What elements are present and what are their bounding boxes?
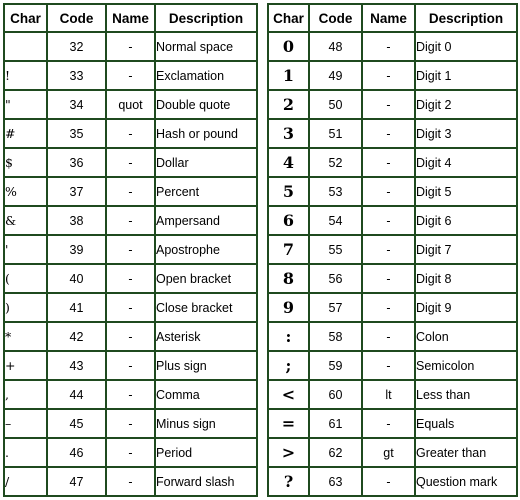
table-row: [4, 177, 257, 206]
cell-code: 62: [309, 438, 362, 467]
cell-description: Percent: [155, 177, 257, 206]
cell-description: Double quote: [155, 90, 257, 119]
cell-code: 32: [47, 32, 106, 61]
cell-name: -: [106, 438, 155, 467]
cell-code: 60: [309, 380, 362, 409]
table-row: [4, 235, 257, 264]
cell-code: 51: [309, 119, 362, 148]
table-row: [4, 293, 257, 322]
cell-code: 52: [309, 148, 362, 177]
cell-description: Ampersand: [155, 206, 257, 235]
table-row: [268, 438, 517, 467]
cell-char: ,: [4, 380, 47, 409]
cell-code: 55: [309, 235, 362, 264]
cell-description: Period: [155, 438, 257, 467]
cell-char: 3: [268, 119, 309, 148]
table-row: [268, 32, 517, 61]
cell-name: -: [362, 177, 415, 206]
cell-char: ): [4, 293, 47, 322]
table-row: [268, 148, 517, 177]
cell-name: -: [362, 409, 415, 438]
cell-name: -: [106, 293, 155, 322]
table-row: [268, 293, 517, 322]
cell-code: 33: [47, 61, 106, 90]
table-row: [4, 61, 257, 90]
cell-name: -: [106, 380, 155, 409]
cell-description: Plus sign: [155, 351, 257, 380]
header-name: Name: [106, 4, 155, 32]
cell-name: -: [106, 235, 155, 264]
table-header-row: [268, 4, 517, 32]
cell-description: Dollar: [155, 148, 257, 177]
table-row: [4, 322, 257, 351]
cell-description: Asterisk: [155, 322, 257, 351]
table-row: [4, 119, 257, 148]
cell-char: ": [4, 90, 47, 119]
cell-description: Comma: [155, 380, 257, 409]
header-char: Char: [4, 4, 47, 32]
table-row: [268, 119, 517, 148]
table-row: [4, 206, 257, 235]
cell-char: 7: [268, 235, 309, 264]
cell-name: -: [362, 61, 415, 90]
cell-description: Digit 9: [415, 293, 517, 322]
header-code: Code: [47, 4, 106, 32]
cell-code: 38: [47, 206, 106, 235]
cell-char: !: [4, 61, 47, 90]
cell-char: 5: [268, 177, 309, 206]
cell-name: -: [362, 119, 415, 148]
cell-char: [4, 32, 47, 61]
table-header-row: [4, 4, 257, 32]
cell-name: -: [106, 351, 155, 380]
table-row: [4, 438, 257, 467]
cell-description: Digit 4: [415, 148, 517, 177]
cell-name: -: [106, 119, 155, 148]
cell-description: Digit 6: [415, 206, 517, 235]
cell-name: -: [106, 409, 155, 438]
cell-name: -: [106, 322, 155, 351]
cell-name: quot: [106, 90, 155, 119]
cell-description: Digit 7: [415, 235, 517, 264]
cell-name: -: [106, 148, 155, 177]
table-row: [268, 380, 517, 409]
cell-code: 53: [309, 177, 362, 206]
cell-char: 4: [268, 148, 309, 177]
table-row: [4, 351, 257, 380]
cell-description: Forward slash: [155, 467, 257, 496]
cell-name: -: [362, 293, 415, 322]
cell-char: 6: [268, 206, 309, 235]
cell-char: $: [4, 148, 47, 177]
cell-description: Hash or pound: [155, 119, 257, 148]
cell-code: 41: [47, 293, 106, 322]
cell-name: -: [106, 32, 155, 61]
table-row: [268, 351, 517, 380]
cell-char: %: [4, 177, 47, 206]
cell-code: 49: [309, 61, 362, 90]
cell-name: -: [362, 235, 415, 264]
cell-name: -: [106, 206, 155, 235]
header-code: Code: [309, 4, 362, 32]
cell-code: 36: [47, 148, 106, 177]
cell-description: Digit 8: [415, 264, 517, 293]
cell-description: Apostrophe: [155, 235, 257, 264]
cell-description: Digit 2: [415, 90, 517, 119]
cell-code: 43: [47, 351, 106, 380]
cell-code: 56: [309, 264, 362, 293]
header-description: Description: [415, 4, 517, 32]
cell-name: -: [362, 206, 415, 235]
cell-name: -: [106, 177, 155, 206]
table-row: [4, 32, 257, 61]
cell-char: :: [268, 322, 309, 351]
header-char: Char: [268, 4, 309, 32]
cell-description: Semicolon: [415, 351, 517, 380]
cell-name: gt: [362, 438, 415, 467]
cell-code: 50: [309, 90, 362, 119]
table-row: [268, 322, 517, 351]
cell-char: .: [4, 438, 47, 467]
table-row: [268, 206, 517, 235]
table-row: [268, 467, 517, 496]
char-table-left: [3, 3, 258, 497]
cell-char: 0: [268, 32, 309, 61]
cell-name: -: [362, 467, 415, 496]
table-row: [4, 90, 257, 119]
cell-name: -: [362, 264, 415, 293]
cell-code: 47: [47, 467, 106, 496]
cell-char: ': [4, 235, 47, 264]
cell-code: 35: [47, 119, 106, 148]
header-name: Name: [362, 4, 415, 32]
cell-description: Greater than: [415, 438, 517, 467]
cell-description: Question mark: [415, 467, 517, 496]
cell-char: #: [4, 119, 47, 148]
cell-name: -: [362, 351, 415, 380]
cell-code: 58: [309, 322, 362, 351]
cell-name: lt: [362, 380, 415, 409]
cell-description: Colon: [415, 322, 517, 351]
cell-char: <: [268, 380, 309, 409]
cell-description: Normal space: [155, 32, 257, 61]
cell-description: Equals: [415, 409, 517, 438]
cell-name: -: [362, 322, 415, 351]
table-row: [4, 148, 257, 177]
cell-code: 59: [309, 351, 362, 380]
cell-name: -: [106, 467, 155, 496]
cell-description: Digit 1: [415, 61, 517, 90]
char-table-right: [267, 3, 518, 497]
cell-description: Less than: [415, 380, 517, 409]
cell-code: 61: [309, 409, 362, 438]
cell-code: 39: [47, 235, 106, 264]
cell-char: >: [268, 438, 309, 467]
cell-char: &: [4, 206, 47, 235]
cell-code: 34: [47, 90, 106, 119]
cell-code: 42: [47, 322, 106, 351]
table-row: [268, 235, 517, 264]
header-description: Description: [155, 4, 257, 32]
table-row: [4, 467, 257, 496]
cell-char: +: [4, 351, 47, 380]
table-row: [268, 90, 517, 119]
cell-code: 57: [309, 293, 362, 322]
cell-description: Digit 0: [415, 32, 517, 61]
cell-code: 63: [309, 467, 362, 496]
table-row: [4, 380, 257, 409]
cell-char: ?: [268, 467, 309, 496]
cell-char: /: [4, 467, 47, 496]
cell-code: 54: [309, 206, 362, 235]
cell-char: –: [4, 409, 47, 438]
table-row: [4, 409, 257, 438]
cell-name: -: [106, 264, 155, 293]
cell-char: 8: [268, 264, 309, 293]
cell-name: -: [362, 90, 415, 119]
cell-char: *: [4, 322, 47, 351]
cell-name: -: [106, 61, 155, 90]
cell-code: 40: [47, 264, 106, 293]
cell-code: 45: [47, 409, 106, 438]
cell-char: ;: [268, 351, 309, 380]
cell-char: 1: [268, 61, 309, 90]
cell-name: -: [362, 32, 415, 61]
table-row: [268, 177, 517, 206]
cell-char: 2: [268, 90, 309, 119]
cell-description: Digit 3: [415, 119, 517, 148]
table-row: [268, 61, 517, 90]
cell-description: Exclamation: [155, 61, 257, 90]
cell-char: 9: [268, 293, 309, 322]
table-row: [268, 264, 517, 293]
table-row: [4, 264, 257, 293]
cell-code: 48: [309, 32, 362, 61]
cell-name: -: [362, 148, 415, 177]
cell-code: 46: [47, 438, 106, 467]
cell-description: Close bracket: [155, 293, 257, 322]
cell-description: Minus sign: [155, 409, 257, 438]
cell-description: Open bracket: [155, 264, 257, 293]
cell-description: Digit 5: [415, 177, 517, 206]
cell-code: 44: [47, 380, 106, 409]
cell-char: (: [4, 264, 47, 293]
cell-char: =: [268, 409, 309, 438]
table-row: [268, 409, 517, 438]
cell-code: 37: [47, 177, 106, 206]
